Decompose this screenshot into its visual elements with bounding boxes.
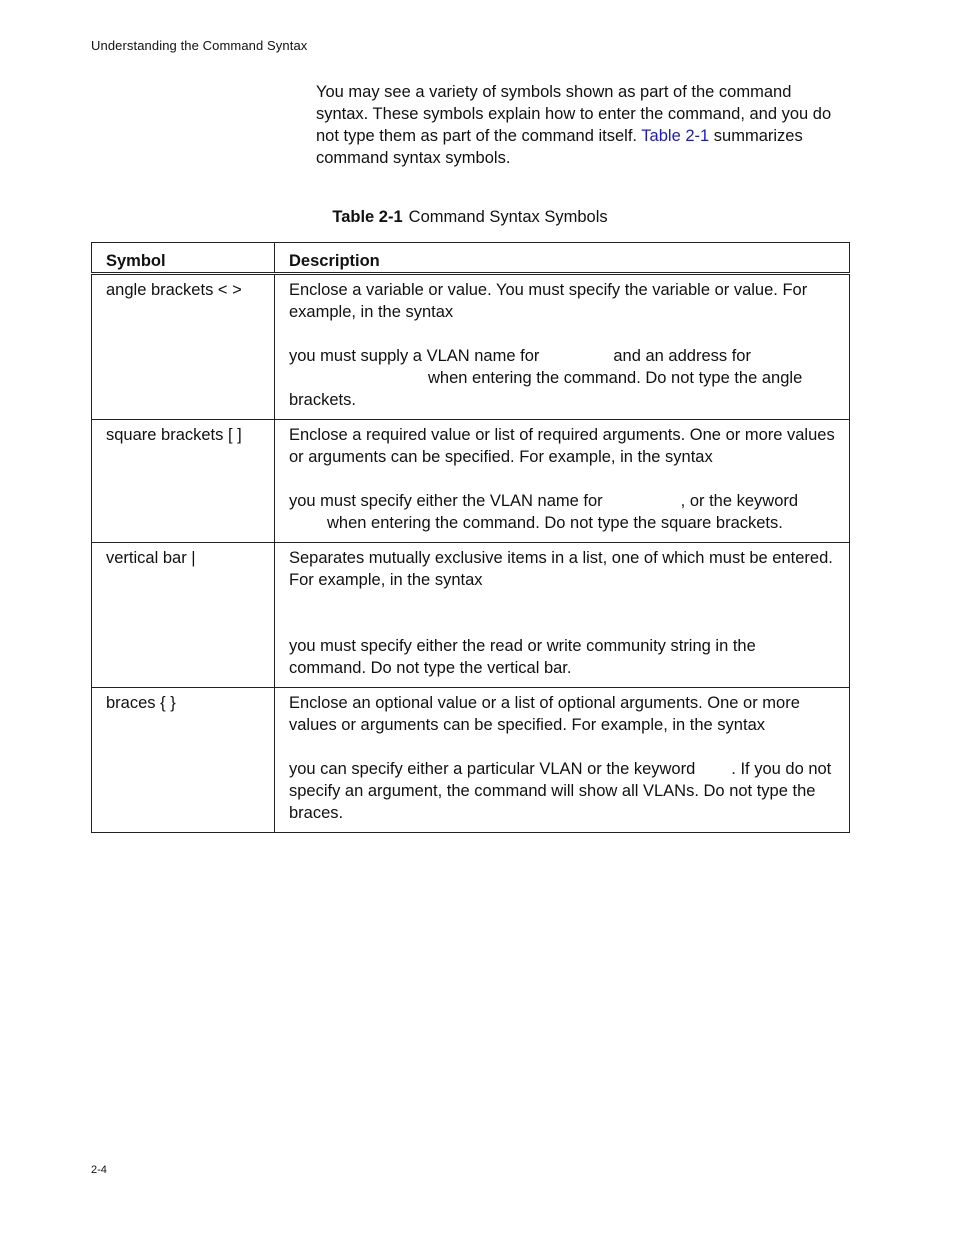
table-cross-reference-link[interactable]: Table 2-1 (641, 127, 710, 145)
column-header-description: Description (275, 243, 850, 274)
description-text: Enclose an optional value or a list of optional arguments. One or more values or arguments can be specified. For example, in the syntax (289, 694, 800, 734)
intro-paragraph (316, 81, 846, 169)
description-text: Separates mutually exclusive items in a list, one of which must be entered. For example, in the syntax (289, 549, 833, 589)
table-caption-title: Command Syntax Symbols (408, 208, 608, 226)
table-row (92, 543, 850, 688)
page-number: 2-4 (91, 1164, 107, 1176)
table-row (92, 420, 850, 543)
intro-text-after: summarizes command syntax symbols. (316, 127, 803, 167)
description-text: you can specify either a particular VLAN or the keyword . If you do not specify an argument, the command will show all VLANs. Do not type the braces. (289, 760, 832, 822)
description-text: you must specify either the read or write community string in the command. Do not type the vertical bar. (289, 637, 756, 677)
description-text: you must specify either the VLAN name for , or the keyword (289, 492, 799, 510)
description-cell (275, 543, 850, 688)
column-header-symbol: Symbol (92, 243, 275, 274)
description-cell (275, 420, 850, 543)
symbol-cell: vertical bar | (92, 543, 275, 688)
description-text: Enclose a required value or list of required arguments. One or more values or arguments can be specified. For example, in the syntax (289, 426, 835, 466)
table-header-row (92, 243, 850, 274)
description-text: when entering the command. Do not type the square brackets. (327, 514, 783, 532)
description-text: Enclose a variable or value. You must specify the variable or value. For example, in the syntax (289, 281, 808, 321)
table-row (92, 688, 850, 833)
intro-text-before: You may see a variety of symbols shown as part of the command syntax. These symbols explain how to enter the command, and you do not type them as part of the command itself. (316, 83, 832, 145)
description-cell (275, 274, 850, 420)
description-text: when entering the command. Do not type the angle brackets. (289, 369, 803, 409)
symbol-cell: braces { } (92, 688, 275, 833)
description-text: you must supply a VLAN name for and an address for (289, 347, 751, 365)
table-caption-label: Table 2-1 (332, 208, 403, 226)
description-cell (275, 688, 850, 833)
symbol-cell: angle brackets < > (92, 274, 275, 420)
table-caption (0, 208, 940, 227)
running-header: Understanding the Command Syntax (91, 38, 308, 53)
symbol-cell: square brackets [ ] (92, 420, 275, 543)
command-syntax-symbols-table (91, 242, 850, 833)
table-row (92, 274, 850, 420)
